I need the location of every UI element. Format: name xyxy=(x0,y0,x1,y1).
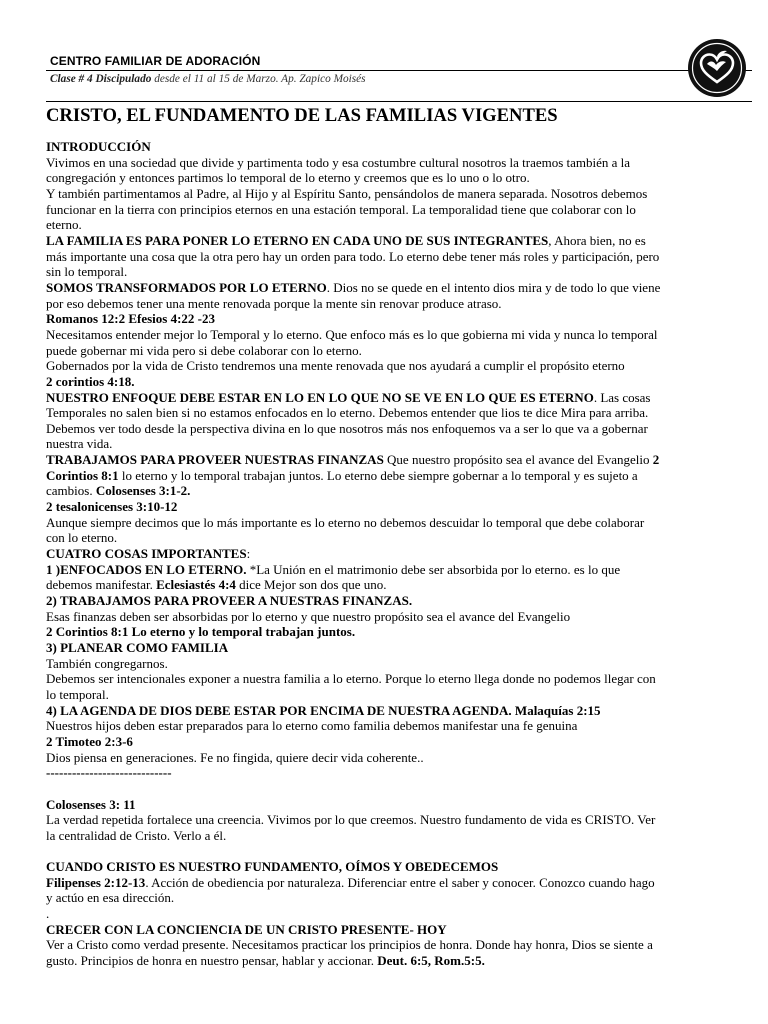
paragraph-line: . xyxy=(46,906,50,922)
paragraph-line: La verdad repetida fortalece una creencia. Vivimos por lo que creemos. Nuestro fundamento de vida es CRISTO. Ver xyxy=(46,812,656,828)
paragraph-line: puede gobernar mi vida pero si debe colaborar con lo eterno. xyxy=(46,342,362,358)
paragraph-line: Debemos ver todo desde la perspectiva divina en lo que nosotros más nos enfoquemos va a ser lo que va a gobernar xyxy=(46,420,648,436)
paragraph-line: Debemos ser intencionales exponer a nuestra familia a lo eterno. Porque lo eterno llega donde no podemos llegar con xyxy=(46,671,656,687)
scripture-reference: 2 Corintios 8:1 Lo eterno y lo temporal trabajan juntos. xyxy=(46,624,356,640)
paragraph-line: con lo eterno. xyxy=(46,530,118,546)
paragraph-line: la centralidad de Cristo. Verlo a él. xyxy=(46,827,227,843)
section-heading: CUANDO CRISTO ES NUESTRO FUNDAMENTO, OÍMOS Y OBEDECEMOS xyxy=(46,859,499,875)
list-item: 1 )ENFOCADOS EN LO ETERNO. *La Unión en el matrimonio debe ser absorbida por lo eterno. es lo que xyxy=(46,561,621,577)
paragraph-line: Gobernados por la vida de Cristo tendremos una mente renovada que nos ayudará a cumplir el propósito eterno xyxy=(46,358,625,374)
title-divider xyxy=(46,101,752,102)
paragraph-line: congregación y entonces partimos lo temporal de lo eterno y creemos que es lo uno o lo otro. xyxy=(46,170,530,186)
paragraph-line: Temporales no salen bien si no estamos enfocados en lo eterno. Debemos entender que lios te dice Mira para arriba. xyxy=(46,405,649,421)
paragraph-line: Necesitamos entender mejor lo Temporal y lo eterno. Que enfoco más es lo que gobierna mi vida y nunca lo temporal xyxy=(46,326,658,342)
paragraph-line: por eso debemos tener una mente renovada porque la mente sin renovar produce atraso. xyxy=(46,295,502,311)
class-info xyxy=(50,73,366,85)
class-detail: desde el 11 al 15 de Marzo. Ap. Zapico Moisés xyxy=(151,73,366,85)
list-item: 2) TRABAJAMOS PARA PROVEER A NUESTRAS FINANZAS. xyxy=(46,593,413,609)
section-heading: CRECER CON LA CONCIENCIA DE UN CRISTO PRESENTE- HOY xyxy=(46,921,447,937)
paragraph-line: y actúo en esa dirección. xyxy=(46,890,175,906)
section-heading: SOMOS TRANSFORMADOS POR LO ETERNO. Dios no se quede en el intento dios mira y de todo lo que viene xyxy=(46,279,661,295)
paragraph-line: eterno. xyxy=(46,217,82,233)
paragraph-line: cambios. Colosenses 3:1-2. xyxy=(46,483,191,499)
paragraph-line: También congregarnos. xyxy=(46,655,168,671)
scripture-reference: Colosenses 3: 11 xyxy=(46,796,136,812)
paragraph-line: sin lo temporal. xyxy=(46,264,128,280)
paragraph-line: Filipenses 2:12-13. Acción de obediencia por naturaleza. Diferenciar entre el saber y conocer. Conozco cuando hago xyxy=(46,874,655,890)
paragraph-line: Ver a Cristo como verdad presente. Necesitamos practicar los principios de honra. Donde hay honra, Dios se siente a xyxy=(46,937,653,953)
paragraph-line: Vivimos en una sociedad que divide y partimenta todo y esa costumbre cultural nosotros la traemos también a la xyxy=(46,154,631,170)
class-label: Clase # 4 Discipulado xyxy=(50,73,152,85)
organization-name: CENTRO FAMILIAR DE ADORACIÓN xyxy=(50,54,261,68)
paragraph-line: Y también partimentamos al Padre, al Hijo y al Espíritu Santo, pensándolos de manera separada. Nosotros debemos xyxy=(46,185,648,201)
scripture-reference: 2 tesalonicenses 3:10-12 xyxy=(46,499,178,515)
separator-line: ----------------------------- xyxy=(46,765,172,781)
section-heading: TRABAJAMOS PARA PROVEER NUESTRAS FINANZAS Que nuestro propósito sea el avance del Evangelio 2 xyxy=(46,452,660,468)
dove-heart-emblem-icon xyxy=(687,38,747,98)
scripture-reference: Romanos 12:2 Efesios 4:22 -23 xyxy=(46,311,215,327)
blank-line xyxy=(46,781,726,797)
document-body xyxy=(46,139,726,969)
section-heading: INTRODUCCIÓN xyxy=(46,139,151,154)
paragraph-line: Dios piensa en generaciones. Fe no fingida, quiere decir vida coherente.. xyxy=(46,749,424,765)
header-divider xyxy=(46,70,752,71)
list-item: 3) PLANEAR COMO FAMILIA xyxy=(46,640,229,655)
blank-line xyxy=(46,844,726,860)
paragraph-line: Aunque siempre decimos que lo más importante es lo eterno no debemos descuidar lo temporal que debe colaborar xyxy=(46,514,645,530)
paragraph-line: más importante una cosa que la otra pero hay un orden para todo. Lo eterno debe tener más roles y participación, pero xyxy=(46,248,660,264)
paragraph-line: gusto. Principios de honra en nuestro pensar, hablar y accionar. Deut. 6:5, Rom.5:5. xyxy=(46,953,485,969)
section-heading: CUATRO COSAS IMPORTANTES: xyxy=(46,546,251,562)
paragraph-line: Esas finanzas deben ser absorbidas por lo eterno y que nuestro propósito sea el avance del Evangelio xyxy=(46,608,571,624)
paragraph-line: debemos manifestar. Eclesiastés 4:4 dice Mejor son dos que uno. xyxy=(46,577,387,593)
page-title: CRISTO, EL FUNDAMENTO DE LAS FAMILIAS VIGENTES xyxy=(46,105,558,126)
paragraph-line: Nuestros hijos deben estar preparados para lo eterno como familia debemos manifestar una fe genuina xyxy=(46,718,578,734)
paragraph-line: Corintios 8:1 lo eterno y lo temporal trabajan juntos. Lo eterno debe siempre gobernar a lo temporal y es sujeto a xyxy=(46,467,638,483)
list-item: 4) LA AGENDA DE DIOS DEBE ESTAR POR ENCIMA DE NUESTRA AGENDA. Malaquías 2:15 xyxy=(46,702,601,718)
scripture-reference: 2 corintios 4:18. xyxy=(46,373,135,389)
paragraph-line: nuestra vida. xyxy=(46,436,113,452)
section-heading: NUESTRO ENFOQUE DEBE ESTAR EN LO EN LO QUE NO SE VE EN LO QUE ES ETERNO. Las cosas xyxy=(46,389,651,405)
paragraph-line: lo temporal. xyxy=(46,686,109,702)
scripture-reference: 2 Timoteo 2:3-6 xyxy=(46,733,133,749)
section-heading: LA FAMILIA ES PARA PONER LO ETERNO EN CADA UNO DE SUS INTEGRANTES, Ahora bien, no es xyxy=(46,232,646,248)
paragraph-line: funcionar en la tierra con principios eternos en una estación temporal. La temporalidad tiene que colaborar con lo xyxy=(46,201,636,217)
